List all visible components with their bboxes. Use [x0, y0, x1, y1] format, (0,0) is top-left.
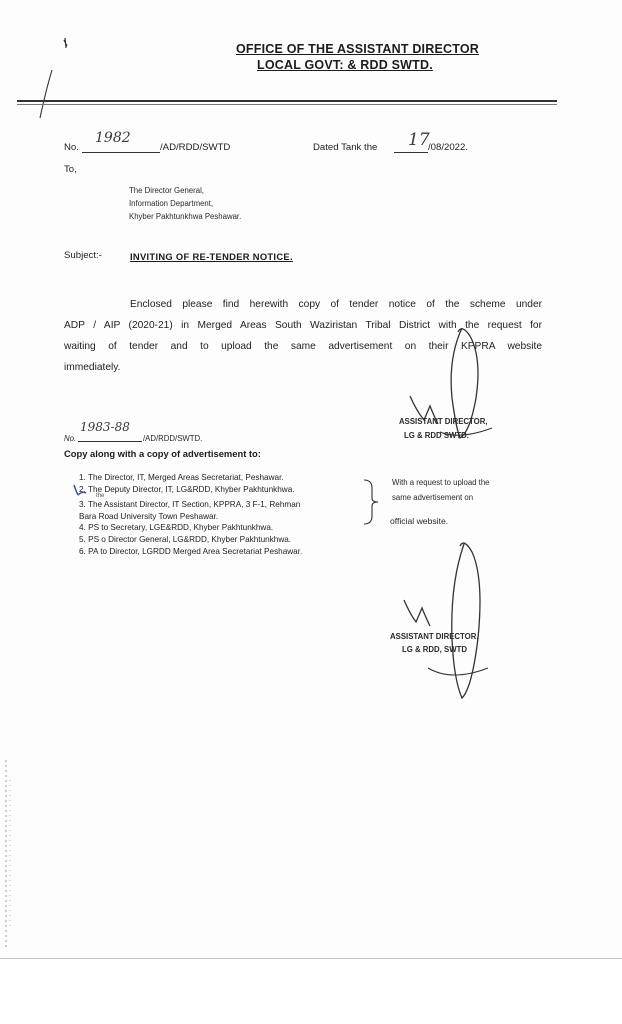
copy-no-suffix: /AD/RDD/SWTD. — [143, 434, 203, 443]
corner-scribble — [30, 30, 90, 140]
office-subtitle: LOCAL GOVT: & RDD SWTD. — [257, 58, 433, 72]
signature-2-office: LG & RDD, SWTD — [402, 645, 467, 654]
copy-no-handwritten: 1983-88 — [80, 420, 130, 434]
scan-margin-artifacts — [0, 760, 18, 950]
copy-item-1: 1. The Director, IT, Merged Areas Secretariat, Peshawar. — [79, 473, 284, 482]
ref-no-label: No. — [64, 142, 79, 153]
copy-list — [79, 472, 302, 557]
recipient-line-2: Information Department, — [129, 199, 214, 208]
copy-item-3: 3. The Assistant Director, IT Section, KPPRA, 3 F-1, Rehman — [79, 500, 301, 510]
signature-2-title: ASSISTANT DIRECTOR, — [390, 632, 479, 641]
ref-no-suffix: /AD/RDD/SWTD — [160, 142, 231, 153]
signature-2-scribble — [398, 538, 508, 708]
copy-item-3-cont: Bara Road University Town Peshawar. — [79, 511, 219, 521]
request-note-1: With a request to upload the — [392, 478, 490, 487]
copy-no-label: No. — [64, 434, 77, 443]
recipient-line-3: Khyber Pakhtunkhwa Peshawar. — [129, 212, 242, 221]
copy-item-2-annotation: the — [96, 493, 105, 499]
dated-suffix: /08/2022. — [428, 142, 469, 153]
body-line-4: immediately. — [64, 362, 121, 373]
copy-item-5: 5. PS o Director General, LG&RDD, Khyber Pakhtunkhwa. — [79, 534, 292, 544]
signature-1-office: LG & RDD SWTD. — [404, 431, 469, 440]
header-rule-bottom — [17, 104, 557, 105]
dated-label: Dated Tank the — [313, 142, 378, 153]
ref-no-handwritten: 1982 — [95, 130, 131, 146]
signature-1-title: ASSISTANT DIRECTOR, — [399, 417, 488, 426]
dated-underline — [394, 152, 428, 153]
request-note-2: same advertisement on — [392, 493, 474, 502]
subject-text: INVITING OF RE-TENDER NOTICE. — [130, 251, 293, 262]
body-line-3: waiting of tender and to upload the same advertisement on their KPPRA website — [64, 341, 542, 352]
request-note-3: official website. — [390, 516, 449, 526]
ref-no-underline — [82, 152, 160, 153]
subject-label: Subject:- — [64, 250, 102, 261]
copy-item-6: 6. PA to Director, LGRDD Merged Area Secretariat Peshawar. — [79, 546, 303, 556]
copy-no-underline — [78, 441, 142, 442]
grouping-brace — [360, 476, 384, 526]
header-rule-top — [17, 100, 557, 102]
dated-handwritten: 17 — [408, 130, 430, 150]
copy-item-2: 2. The Deputy Director, IT, LG&RDD, Khyber Pakhtunkhwa. — [79, 484, 295, 494]
body-line-2: ADP / AIP (2020-21) in Merged Areas South Waziristan Tribal District with the request for — [64, 320, 542, 331]
copy-heading: Copy along with a copy of advertisement to: — [64, 448, 261, 459]
office-title: OFFICE OF THE ASSISTANT DIRECTOR — [236, 42, 479, 56]
blue-pen-mark — [70, 482, 90, 498]
body-line-1: Enclosed please find herewith copy of tender notice of the scheme under — [130, 299, 542, 310]
recipient-line-1: The Director General, — [129, 186, 204, 195]
page-edge — [0, 958, 622, 959]
copy-item-4: 4. PS to Secretary, LGE&RDD, Khyber Pakhtunkhwa. — [79, 523, 274, 533]
to-label: To, — [64, 164, 77, 175]
